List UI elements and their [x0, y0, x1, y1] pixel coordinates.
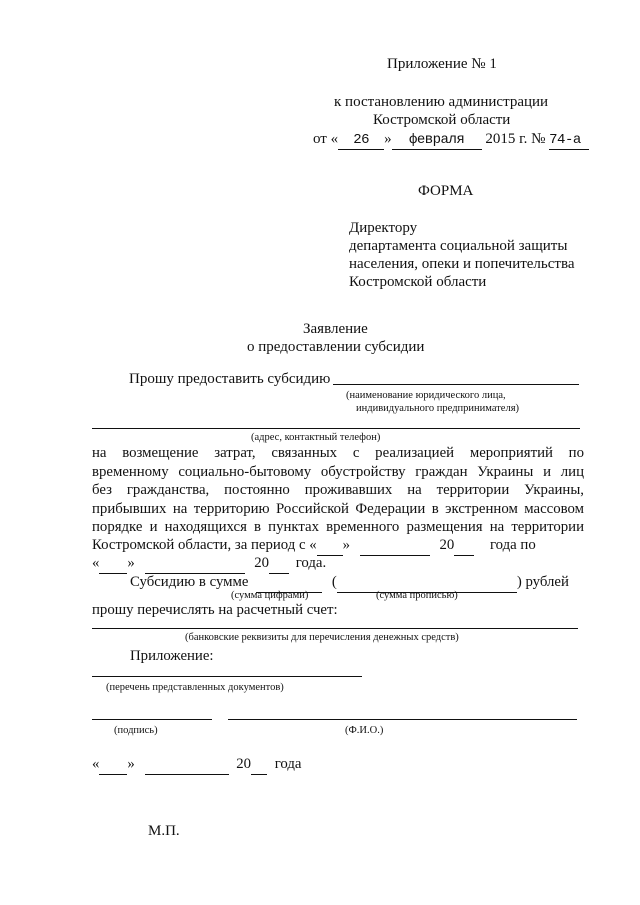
appendix-number: Приложение № 1: [387, 56, 497, 72]
signature-date: [92, 755, 302, 775]
addressee-line-4: Костромской области: [349, 274, 487, 290]
period-to-century: 20: [254, 555, 270, 571]
attachment-list-line[interactable]: [92, 676, 362, 677]
period-to-tail: года.: [295, 555, 327, 571]
period-from-century: 20: [439, 537, 455, 553]
sign-date-close: »: [127, 756, 135, 772]
stamp-placeholder: М.П.: [148, 823, 180, 839]
sum-line: [130, 573, 569, 593]
sum-digits-hint: (сумма цифрами): [231, 590, 309, 601]
sign-date-open: «: [92, 756, 100, 772]
full-name-line[interactable]: [228, 719, 577, 720]
period-from-lead: Костромской области, за период с «: [92, 537, 317, 553]
period-to-day[interactable]: [99, 554, 127, 574]
resolution-number: 74-а: [549, 131, 589, 150]
resolution-region: Костромской области: [373, 112, 511, 128]
sign-date-month[interactable]: [145, 755, 229, 775]
sum-open-paren: (: [331, 574, 337, 590]
addressee-line-2: департамента социальной защиты: [349, 238, 568, 254]
signature-hint: (подпись): [114, 725, 158, 736]
applicant-name-hint-1: (наименование юридического лица,: [346, 390, 506, 401]
period-to-open: «: [92, 555, 100, 571]
period-from-year[interactable]: [454, 536, 474, 556]
period-to-close: »: [127, 555, 135, 571]
period-from-month[interactable]: [360, 536, 430, 556]
sign-date-suffix: года: [274, 756, 302, 772]
date-year-number: 2015 г. №: [485, 131, 546, 147]
addressee-line-1: Директору: [349, 220, 418, 236]
body-line-3: без гражданства, постоянно проживавших на территории Украины,: [92, 482, 584, 498]
period-to-month[interactable]: [145, 554, 245, 574]
sum-close-paren: ) рублей: [516, 574, 569, 590]
body-line-4: прибывших на территорию Российской Федерации в экстренном массовом: [92, 500, 584, 517]
date-mid: »: [384, 131, 392, 147]
body-line-1: на возмещение затрат, связанных с реализацией мероприятий по: [92, 445, 584, 461]
document-title: Заявление: [303, 321, 368, 337]
form-title: ФОРМА: [418, 183, 474, 199]
sign-date-day[interactable]: [99, 755, 127, 775]
transfer-label: прошу перечислять на расчетный счет:: [92, 602, 338, 618]
bank-details-line[interactable]: [92, 628, 578, 629]
sign-date-year[interactable]: [251, 755, 267, 775]
period-from-day[interactable]: [317, 536, 343, 556]
resolution-date: [313, 130, 589, 150]
period-to-year[interactable]: [269, 554, 289, 574]
request-body: [92, 444, 584, 537]
period-from-quote: »: [342, 537, 351, 553]
addressee-line-3: населения, опеки и попечительства: [349, 256, 575, 272]
period-from-line: [92, 536, 536, 556]
bank-details-hint: (банковские реквизиты для перечисления денежных средств): [185, 632, 459, 643]
full-name-hint: (Ф.И.О.): [345, 725, 384, 736]
attachment-label: Приложение:: [130, 648, 214, 664]
sum-lead: Субсидию в сумме: [130, 574, 249, 590]
applicant-address-hint: (адрес, контактный телефон): [251, 432, 381, 443]
resolution-reference: к постановлению администрации: [334, 94, 549, 110]
sign-date-century: 20: [236, 756, 252, 772]
applicant-address-line[interactable]: [92, 428, 580, 429]
date-day: 26: [338, 131, 384, 150]
body-line-5: порядке и находящихся в пунктах временного размещения на территории: [92, 519, 584, 535]
signature-line[interactable]: [92, 719, 212, 720]
date-month: февраля: [392, 131, 482, 150]
sum-words-hint: (сумма прописью): [376, 590, 458, 601]
document-subtitle: о предоставлении субсидии: [247, 339, 425, 355]
attachment-list-hint: (перечень представленных документов): [106, 682, 284, 693]
period-to-line: [92, 554, 326, 574]
request-lead: Прошу предоставить субсидию: [129, 371, 331, 387]
applicant-name-hint-2: индивидуального предпринимателя): [356, 403, 520, 414]
applicant-name-line[interactable]: [333, 384, 579, 385]
body-line-2: временному социально-бытовому обустройству граждан Украины и лиц: [92, 463, 584, 480]
period-from-tail: года по: [489, 537, 536, 553]
date-prefix: от «: [313, 131, 339, 147]
